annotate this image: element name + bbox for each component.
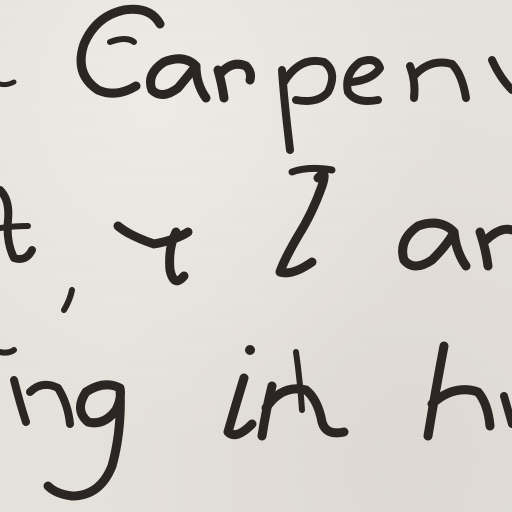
line-1-ink bbox=[0, 9, 512, 150]
line-2-ink bbox=[0, 168, 512, 310]
line-3-ink bbox=[0, 345, 512, 496]
